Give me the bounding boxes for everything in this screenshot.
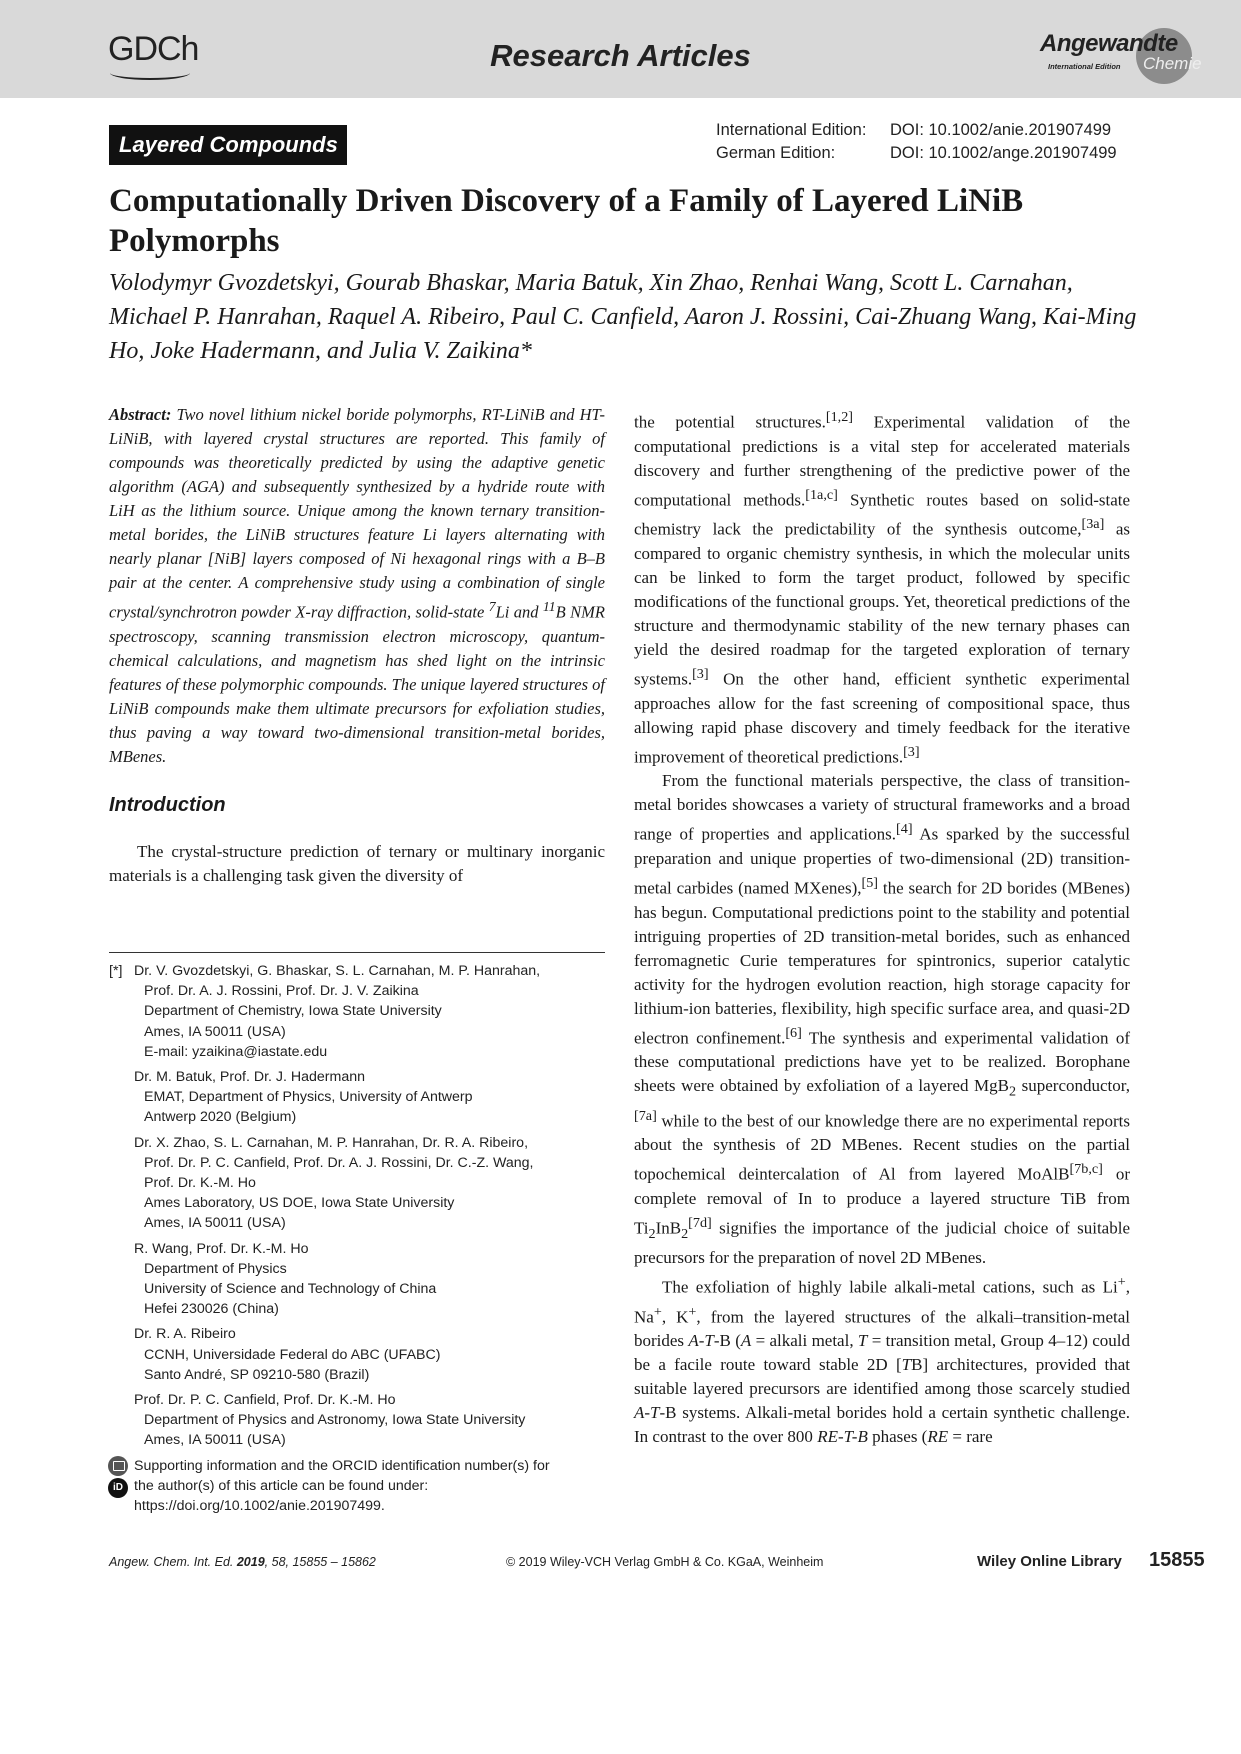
- affiliation-line: Dr. X. Zhao, S. L. Carnahan, M. P. Hanrahan, Dr. R. A. Ribeiro,: [134, 1134, 529, 1151]
- affiliation-line: EMAT, Department of Physics, University of Antwerp: [144, 1089, 473, 1106]
- affiliation-line: R. Wang, Prof. Dr. K.-M. Ho: [134, 1240, 309, 1257]
- superscript: +: [1117, 1274, 1126, 1290]
- text-run: while to the best of our knowledge there are no experimental reports about the synthesis of 2D MBenes. Recent studies on the partial topochemical deintercalation of Al from layered MoAlB: [634, 1111, 1130, 1184]
- italic-symbol: T: [901, 1355, 912, 1375]
- abstract-sup-li: 7: [488, 599, 496, 614]
- affiliation-line: University of Science and Technology of China: [144, 1281, 437, 1298]
- affiliation-line: Prof. Dr. P. C. Canfield, Prof. Dr. A. J. Rossini, Dr. C.-Z. Wang,: [144, 1154, 534, 1171]
- affiliation-line: CCNH, Universidade Federal do ABC (UFABC): [144, 1346, 441, 1363]
- text-run: The synthesis and experimental validation of these computational predictions have yet to be realized. Borophane sheets were obtained by exfoliation of a layered MgB: [634, 1028, 1130, 1096]
- abstract: [109, 403, 605, 769]
- footer-copyright: © 2019 Wiley-VCH Verlag GmbH & Co. KGaA, Weinheim: [506, 1555, 824, 1569]
- introduction-heading: Introduction: [109, 793, 226, 816]
- right-column: [634, 405, 1130, 1449]
- citation-link[interactable]: [7b,c]: [1069, 1161, 1103, 1178]
- affiliation-line: Department of Physics: [144, 1260, 287, 1277]
- angewandte-logo-text: Angewandte: [1040, 30, 1178, 57]
- text-run: , from the layered structures of the alkali–transition-metal borides: [634, 1307, 1130, 1351]
- footer-volume-pages: , 58, 15855 – 15862: [264, 1555, 376, 1569]
- page-number: 15855: [1149, 1549, 1205, 1571]
- affiliation-footnotes: [109, 961, 609, 1516]
- superscript: +: [688, 1303, 697, 1320]
- footer-citation: [109, 1555, 376, 1569]
- text-run: -B systems. Alkali-metal borides hold a certain synthetic challenge. In contrast to the over 800: [634, 1403, 1130, 1447]
- topic-tag: Layered Compounds: [109, 125, 347, 165]
- contact-email-link[interactable]: E-mail: yzaikina@iastate.edu: [144, 1043, 328, 1060]
- subscript: 2: [648, 1226, 656, 1242]
- citation-link[interactable]: [3a]: [1081, 516, 1105, 533]
- affiliation-line: Prof. Dr. A. J. Rossini, Prof. Dr. J. V. Zaikina: [144, 983, 419, 1000]
- italic-symbol: A-T: [688, 1331, 714, 1351]
- citation-link[interactable]: [6]: [785, 1024, 802, 1041]
- supporting-info-icon: [108, 1456, 128, 1476]
- italic-symbol: RE-T-B: [817, 1427, 868, 1447]
- affiliation-line: Ames Laboratory, US DOE, Iowa State University: [144, 1195, 455, 1212]
- body-paragraph-3: [634, 1270, 1130, 1449]
- italic-symbol: T: [857, 1331, 868, 1351]
- affiliation-line: Hefei 230026 (China): [144, 1301, 279, 1318]
- angewandte-logo-chemie: Chemie: [1143, 54, 1202, 73]
- text-run: = rare: [948, 1427, 993, 1447]
- text-run: or complete removal of In to produce a layered structure TiB from Ti: [634, 1164, 1130, 1238]
- affiliation-group-5: [109, 1324, 609, 1385]
- gdch-logo-text: GDCh: [108, 30, 199, 68]
- body-paragraph-1: [634, 405, 1130, 769]
- affiliation-group-2: [109, 1067, 609, 1128]
- affiliation-group-4: [109, 1239, 609, 1320]
- left-column: [109, 403, 605, 888]
- subscript: 2: [681, 1226, 689, 1242]
- abstract-label: Abstract:: [109, 405, 172, 424]
- affiliation-group-6: [109, 1390, 609, 1451]
- abstract-text-1: Two novel lithium nickel boride polymorphs, RT-LiNiB and HT-LiNiB, with layered crystal structures are reported. This family of compounds was theoretically predicted by using the adaptive genetic algorithm (AGA) and subsequently synthesized by a hydride route with LiH as the lithium source. Unique among the known ternary transition-metal borides, the LiNiB structures feature Li layers alternating with nearly planar [NiB] layers composed of Ni hexagonal rings with a B–B pair at the center. A comprehensive study using a combination of single crystal/synchrotron powder X-ray diffraction, solid-state: [109, 405, 605, 622]
- angewandte-logo: [1040, 26, 1210, 82]
- citation-link[interactable]: [7a]: [634, 1107, 657, 1124]
- affiliation-group-1: [109, 961, 609, 1062]
- italic-symbol: A-T: [634, 1403, 660, 1423]
- footer-year: 2019: [236, 1555, 265, 1569]
- supporting-info-line: the author(s) of this article can be found under:: [134, 1477, 429, 1494]
- citation-link[interactable]: [7d]: [688, 1214, 712, 1231]
- affiliation-line: Ames, IA 50011 (USA): [144, 1023, 286, 1040]
- text-run: signifies the importance of the judicial choice of suitable precursors for the preparation of novel 2D MBenes.: [634, 1218, 1130, 1267]
- supporting-info-note: [109, 1456, 609, 1517]
- section-heading: Research Articles: [490, 38, 751, 73]
- text-run: B] architectures, provided that suitable layered precursors are identified among those scarcely studied: [634, 1355, 1131, 1399]
- supporting-info-link[interactable]: https://doi.org/10.1002/anie.201907499.: [134, 1498, 385, 1515]
- article-title: Computationally Driven Discovery of a Family of Layered LiNiB Polymorphs: [109, 183, 1024, 259]
- author-list: Volodymyr Gvozdetskyi, Gourab Bhaskar, Maria Batuk, Xin Zhao, Renhai Wang, Scott L. Carnahan, Michael P. Hanrahan, Raquel A. Ribeiro, Paul C. Canfield, Aaron J. Rossini, Cai-Zhuang Wang, Kai-Ming Ho, Joke Hadermann, and Julia V. Zaikina*: [109, 270, 1137, 364]
- text-run: the potential structures.: [634, 412, 826, 432]
- affiliation-line: Dr. M. Batuk, Prof. Dr. J. Hadermann: [134, 1069, 366, 1086]
- affiliation-line: Prof. Dr. P. C. Canfield, Prof. Dr. K.-M. Ho: [134, 1392, 396, 1409]
- angewandte-logo-edition: International Edition: [1048, 62, 1121, 71]
- doi-intl-row: [716, 119, 1136, 142]
- footnote-mark: [*]: [109, 963, 123, 979]
- wiley-online-library-link[interactable]: Wiley Online Library: [977, 1553, 1122, 1570]
- doi-german-label: German Edition:: [716, 144, 836, 162]
- footnote-divider: [109, 952, 605, 953]
- citation-link[interactable]: [3]: [903, 743, 920, 760]
- text-run: Experimental validation of the computational predictions is a vital step for accelerated materials discovery and further strengthening of the predictive power of the computational methods.: [634, 412, 1130, 510]
- affiliation-line: Dr. R. A. Ribeiro: [134, 1326, 236, 1343]
- text-run: the search for 2D borides (MBenes) has begun. Computational predictions point to the stability and potential intriguing properties of 2D transition-metal borides, such as enhanced ferromagnetic Curie temperatures for spintronics, superior catalytic activity for the hydrogen evolution reaction, high storage capacity for lithium-ion batteries, flexibility, high specific surface area, and quasi-2D electron confinement.: [634, 878, 1130, 1048]
- doi-block: [716, 119, 1136, 165]
- text-run: From the functional materials perspective, the class of transition-metal borides showcases a variety of structural frameworks and a broad range of properties and applications.: [634, 771, 1130, 844]
- body-paragraph-2: [634, 769, 1130, 1270]
- doi-intl-link[interactable]: DOI: 10.1002/anie.201907499: [890, 121, 1112, 139]
- affiliation-line: Dr. V. Gvozdetskyi, G. Bhaskar, S. L. Carnahan, M. P. Hanrahan,: [134, 963, 541, 979]
- citation-link[interactable]: [5]: [861, 874, 878, 891]
- abstract-text-3: B NMR spectroscopy, scanning transmission electron microscopy, quantum-chemical calculations, and magnetism has shed light on the intrinsic features of these polymorphic compounds. The unique layered structures of LiNiB compounds make them ultimate precursors for exfoliation studies, thus paving a way toward two-dimensional transition-metal borides, MBenes.: [109, 602, 605, 766]
- text-run: As sparked by the successful preparation and unique properties of two-dimensional (2D) transition-metal carbides (named MXenes),: [634, 824, 1130, 898]
- affiliation-line: Department of Chemistry, Iowa State University: [144, 1003, 442, 1020]
- supporting-info-line: Supporting information and the ORCID identification number(s) for: [134, 1457, 550, 1474]
- introduction-paragraph: The crystal-structure prediction of ternary or multinary inorganic materials is a challenging task given the diversity of: [109, 841, 605, 885]
- text-run: The exfoliation of highly labile alkali-metal cations, such as Li: [662, 1277, 1118, 1297]
- subscript: 2: [1008, 1083, 1017, 1100]
- affiliation-group-3: [109, 1133, 609, 1234]
- doi-german-row: [716, 142, 1136, 165]
- citation-link[interactable]: [4]: [896, 821, 913, 838]
- text-run: , K: [661, 1307, 689, 1327]
- citation-link[interactable]: [1a,c]: [805, 486, 838, 503]
- text-run: as compared to organic chemistry synthesis, in which the molecular units can be linked to form the target product, followed by specific modifications of the functional groups. Yet, theoretical predictions of the structure and thermodynamic stability of the new ternary phases can yield the desired roadmap for the targeted exploration of ternary systems.: [634, 519, 1131, 689]
- affiliation-line: Ames, IA 50011 (USA): [144, 1432, 286, 1449]
- italic-symbol: A: [740, 1331, 752, 1351]
- text-run: = alkali metal,: [751, 1331, 858, 1351]
- text-run: Synthetic routes based on solid-state chemistry lack the predictability of the synthesis outcome,: [634, 490, 1131, 539]
- text-run: phases (: [867, 1427, 928, 1447]
- citation-link[interactable]: [1,2]: [825, 409, 853, 425]
- text-run: , Na: [634, 1277, 1130, 1327]
- orcid-icon: iD: [108, 1478, 128, 1498]
- text-run: -B (: [713, 1331, 741, 1351]
- affiliation-line: Santo André, SP 09210-580 (Brazil): [144, 1366, 370, 1383]
- text-run: On the other hand, efficient synthetic experimental approaches allow for the fast screening of compositional space, thus allowing rapid phase discovery and timely feedback for the iterative improvement of theoretical predictions.: [634, 669, 1130, 767]
- text-run: superconductor,: [1016, 1076, 1130, 1096]
- affiliation-line: Department of Physics and Astronomy, Iowa State University: [144, 1412, 526, 1429]
- doi-intl-label: International Edition:: [716, 121, 867, 139]
- footer-journal-name: Angew. Chem. Int. Ed.: [109, 1555, 237, 1569]
- affiliation-line: Prof. Dr. K.-M. Ho: [144, 1175, 256, 1192]
- affiliation-line: Antwerp 2020 (Belgium): [144, 1109, 297, 1126]
- abstract-sup-b: 11: [542, 599, 556, 614]
- text-run: = transition metal, Group 4–12) could be a facile route toward stable 2D [: [634, 1331, 1130, 1375]
- abstract-text-2: Li and: [495, 602, 543, 622]
- italic-symbol: RE: [927, 1427, 949, 1447]
- doi-german-link[interactable]: DOI: 10.1002/ange.201907499: [890, 144, 1117, 162]
- citation-link[interactable]: [3]: [692, 665, 709, 682]
- superscript: +: [653, 1303, 662, 1320]
- text-run: InB: [655, 1218, 682, 1238]
- page-footer: [109, 1549, 1209, 1573]
- affiliation-line: Ames, IA 50011 (USA): [144, 1215, 286, 1232]
